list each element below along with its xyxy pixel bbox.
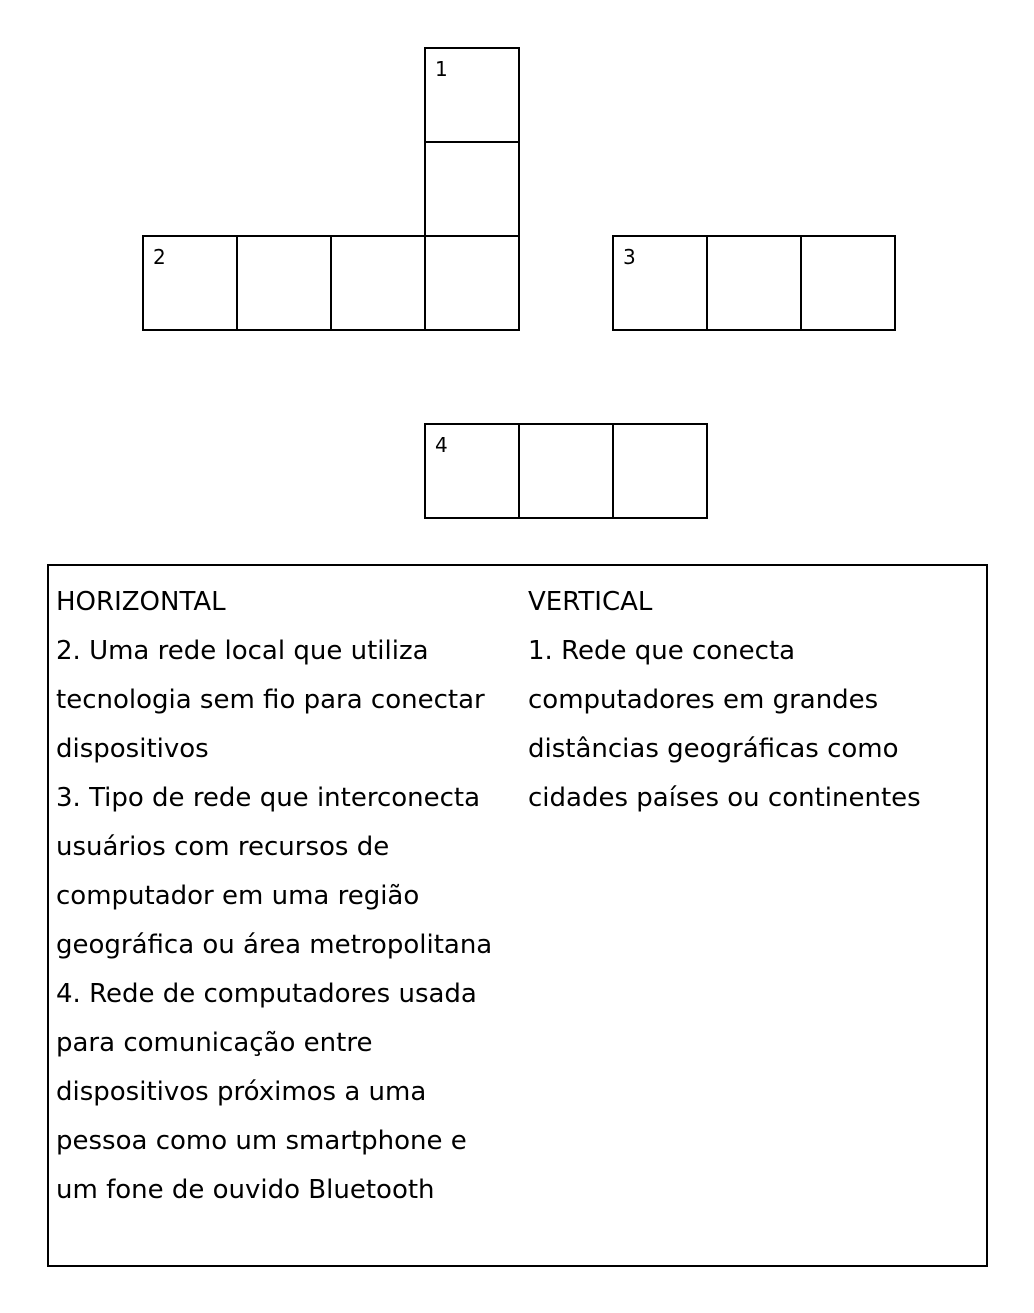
clue-vertical-1: 1. Rede que conecta computadores em grandes distâncias geográficas como cidades países ou continentes — [528, 636, 921, 813]
clue-horizontal-2: 2. Uma rede local que utiliza tecnologia sem fio para conectar dispositivos — [56, 636, 485, 764]
clue-number: 3 — [623, 245, 636, 269]
crossword-cell[interactable] — [142, 235, 238, 331]
clues-box — [47, 564, 988, 1267]
clue-number: 2 — [153, 245, 166, 269]
crossword-cell[interactable] — [706, 235, 802, 331]
vertical-title: VERTICAL — [528, 587, 653, 617]
clue-number: 4 — [435, 433, 448, 457]
crossword-cell[interactable] — [800, 235, 896, 331]
crossword-cell[interactable] — [612, 235, 708, 331]
crossword-cell[interactable] — [330, 235, 426, 331]
crossword-cell[interactable] — [424, 141, 520, 237]
clue-number: 1 — [435, 57, 448, 81]
clue-horizontal-3: 3. Tipo de rede que interconecta usuários com recursos de computador em uma região geográfica ou área metropolitana — [56, 783, 493, 960]
crossword-cell[interactable] — [236, 235, 332, 331]
crossword-cell[interactable] — [424, 423, 520, 519]
crossword-grid — [0, 0, 1034, 560]
crossword-cell[interactable] — [612, 423, 708, 519]
crossword-cell[interactable] — [424, 235, 520, 331]
crossword-cell[interactable] — [518, 423, 614, 519]
clue-horizontal-4: 4. Rede de computadores usada para comunicação entre dispositivos próximos a uma pessoa como um smartphone e um fone de ouvido Bluetooth — [56, 979, 477, 1205]
crossword-cell[interactable] — [424, 47, 520, 143]
horizontal-clues — [56, 578, 516, 1215]
vertical-clues — [528, 578, 948, 823]
horizontal-title: HORIZONTAL — [56, 587, 226, 617]
